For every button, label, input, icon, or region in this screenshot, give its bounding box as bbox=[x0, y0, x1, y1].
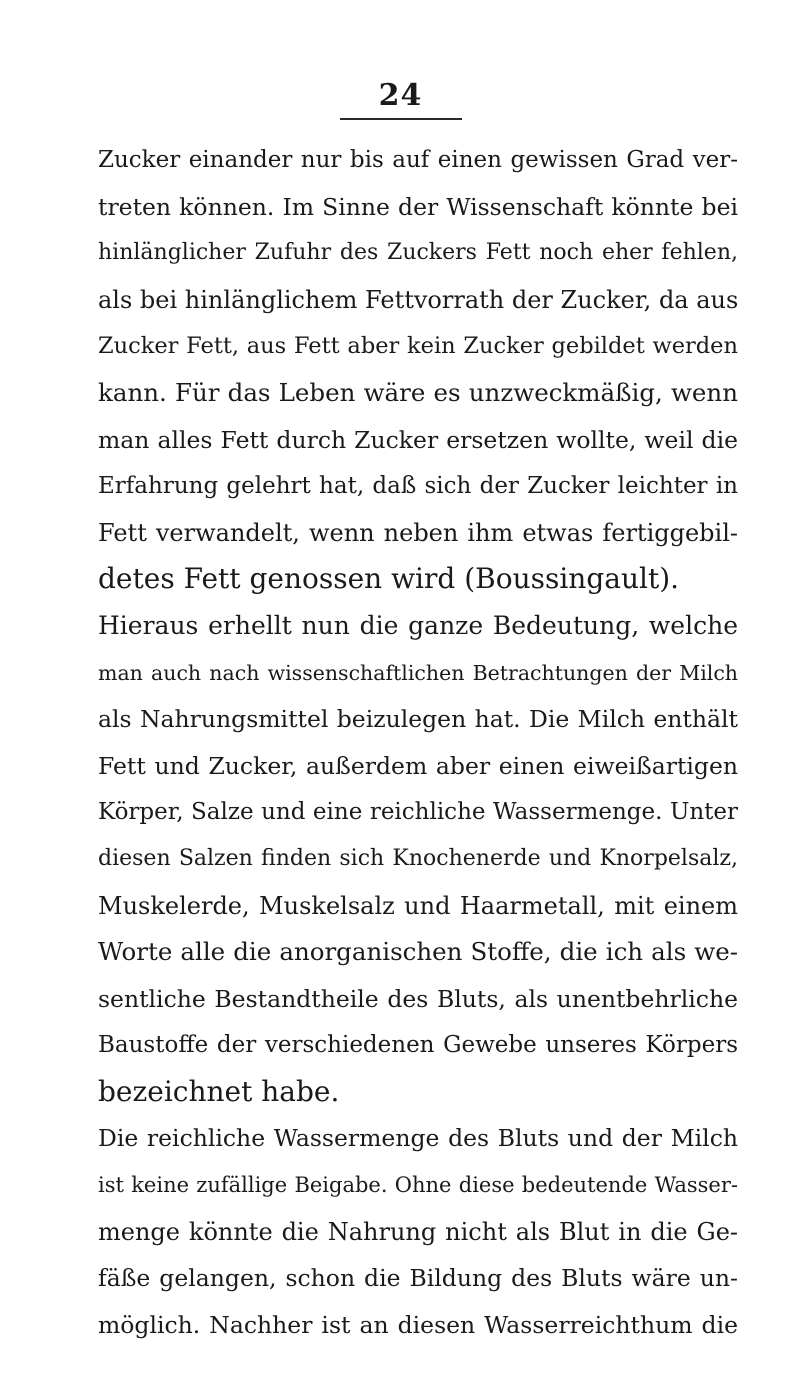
text-line: hinlänglicher Zufuhr des Zuckers Fett noch eher fehlen, bbox=[98, 240, 738, 266]
text-line: möglich. Nachher ist an diesen Wasserreichthum die bbox=[98, 1310, 738, 1339]
text-line: bezeichnet habe. bbox=[98, 1074, 340, 1108]
text-line: Erfahrung gelehrt hat, daß sich der Zucker leichter in bbox=[98, 473, 738, 500]
text-line: man alles Fett durch Zucker ersetzen wollte, weil die bbox=[98, 425, 738, 454]
text-line: als Nahrungsmittel beizulegen hat. Die Milch enthält bbox=[98, 705, 738, 734]
text-line: diesen Salzen finden sich Knochenerde und Knorpelsalz, bbox=[98, 845, 738, 871]
body-text bbox=[98, 137, 738, 1348]
text-line: Baustoffe der verschiedenen Gewebe unseres Körpers bbox=[98, 1032, 738, 1059]
text-line: detes Fett genossen wird (Boussingault). bbox=[98, 562, 680, 596]
text-line: Worte alle die anorganischen Stoffe, die ich als we- bbox=[98, 937, 738, 967]
page-number: 24 bbox=[378, 78, 423, 113]
text-line: Die reichliche Wassermenge des Bluts und der Milch bbox=[98, 1124, 738, 1153]
text-line: Fett verwandelt, wenn neben ihm etwas fertiggebil- bbox=[98, 518, 738, 547]
header-rule bbox=[340, 118, 462, 120]
text-line: Fett und Zucker, außerdem aber einen eiweißartigen bbox=[98, 751, 738, 780]
text-line: kann. Für das Leben wäre es unzweckmäßig, wenn bbox=[98, 377, 738, 407]
text-line: Zucker Fett, aus Fett aber kein Zucker gebildet werden bbox=[98, 333, 738, 360]
text-line: Muskelerde, Muskelsalz und Haarmetall, mit einem bbox=[98, 891, 738, 920]
text-line: menge könnte die Nahrung nicht als Blut in die Ge- bbox=[98, 1217, 738, 1246]
text-line: ist keine zufällige Beigabe. Ohne diese bedeutende Wasser- bbox=[98, 1173, 738, 1198]
text-line: treten können. Im Sinne der Wissenschaft könnte bei bbox=[98, 192, 738, 221]
text-line: Körper, Salze und eine reichliche Wassermenge. Unter bbox=[98, 799, 738, 826]
text-line: sentliche Bestandtheile des Bluts, als unentbehrliche bbox=[98, 984, 738, 1013]
text-line: man auch nach wissenschaftlichen Betrachtungen der Milch bbox=[98, 660, 738, 685]
text-line: fäße gelangen, schon die Bildung des Bluts wäre un- bbox=[98, 1264, 738, 1293]
text-line: Zucker einander nur bis auf einen gewissen Grad ver- bbox=[98, 147, 738, 173]
text-line: Hieraus erhellt nun die ganze Bedeutung, welche bbox=[98, 610, 738, 640]
text-line: als bei hinlänglichem Fettvorrath der Zucker, da aus bbox=[98, 285, 739, 314]
